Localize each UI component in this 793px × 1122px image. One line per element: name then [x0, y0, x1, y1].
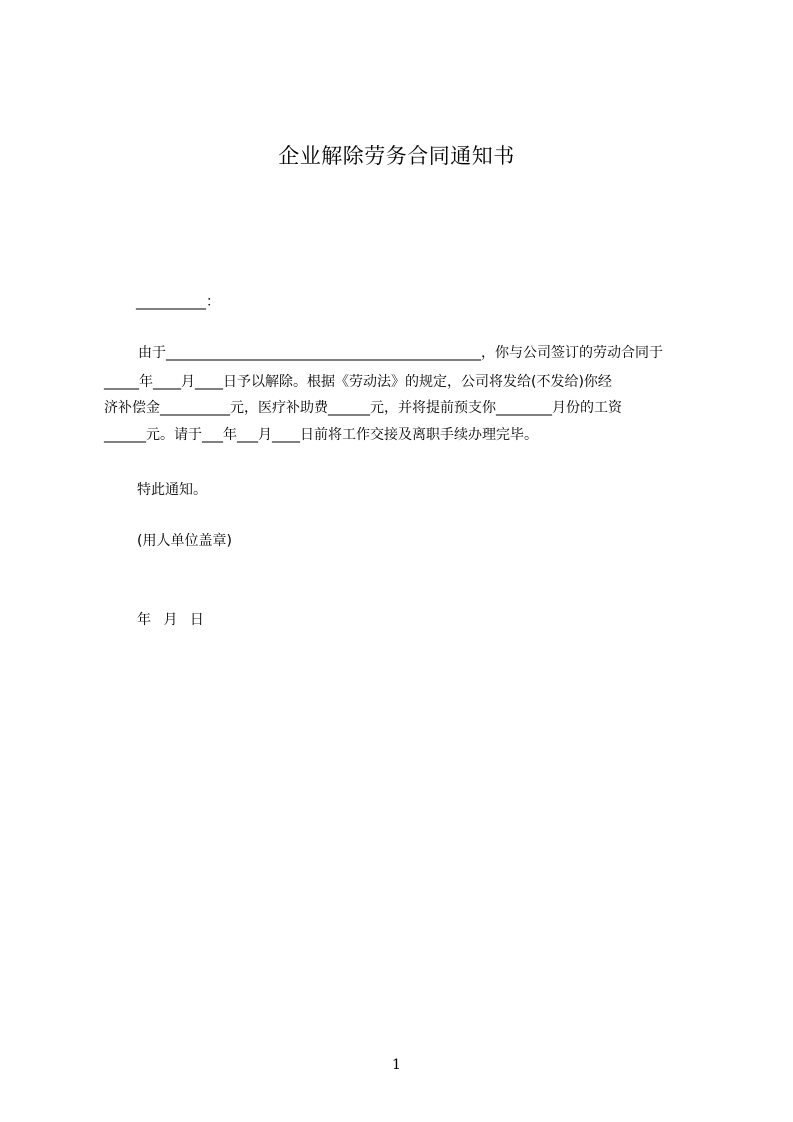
- body-line-3: 济补偿金__________元，医疗补助费______元，并将提前预支你________月份的工资: [104, 400, 622, 416]
- date-line: 年 月 日: [137, 612, 208, 628]
- body-line-2: _____年____月____日予以解除。根据《劳动法》的规定，公司将发给(不发给)你经: [104, 374, 612, 390]
- document-title: 企业解除劳务合同通知书: [278, 144, 515, 168]
- page-number: 1: [392, 1057, 401, 1073]
- salutation-line: __________：: [136, 294, 220, 310]
- seal-note: (用人单位盖章): [137, 533, 232, 549]
- body-line-1: 由于_____________________________________________，你与公司签订的劳动合同于: [138, 345, 663, 361]
- closing-line: 特此通知。: [137, 482, 207, 498]
- body-line-4: ______元。请于___年___月____日前将工作交接及离职手续办理完毕。: [104, 427, 538, 443]
